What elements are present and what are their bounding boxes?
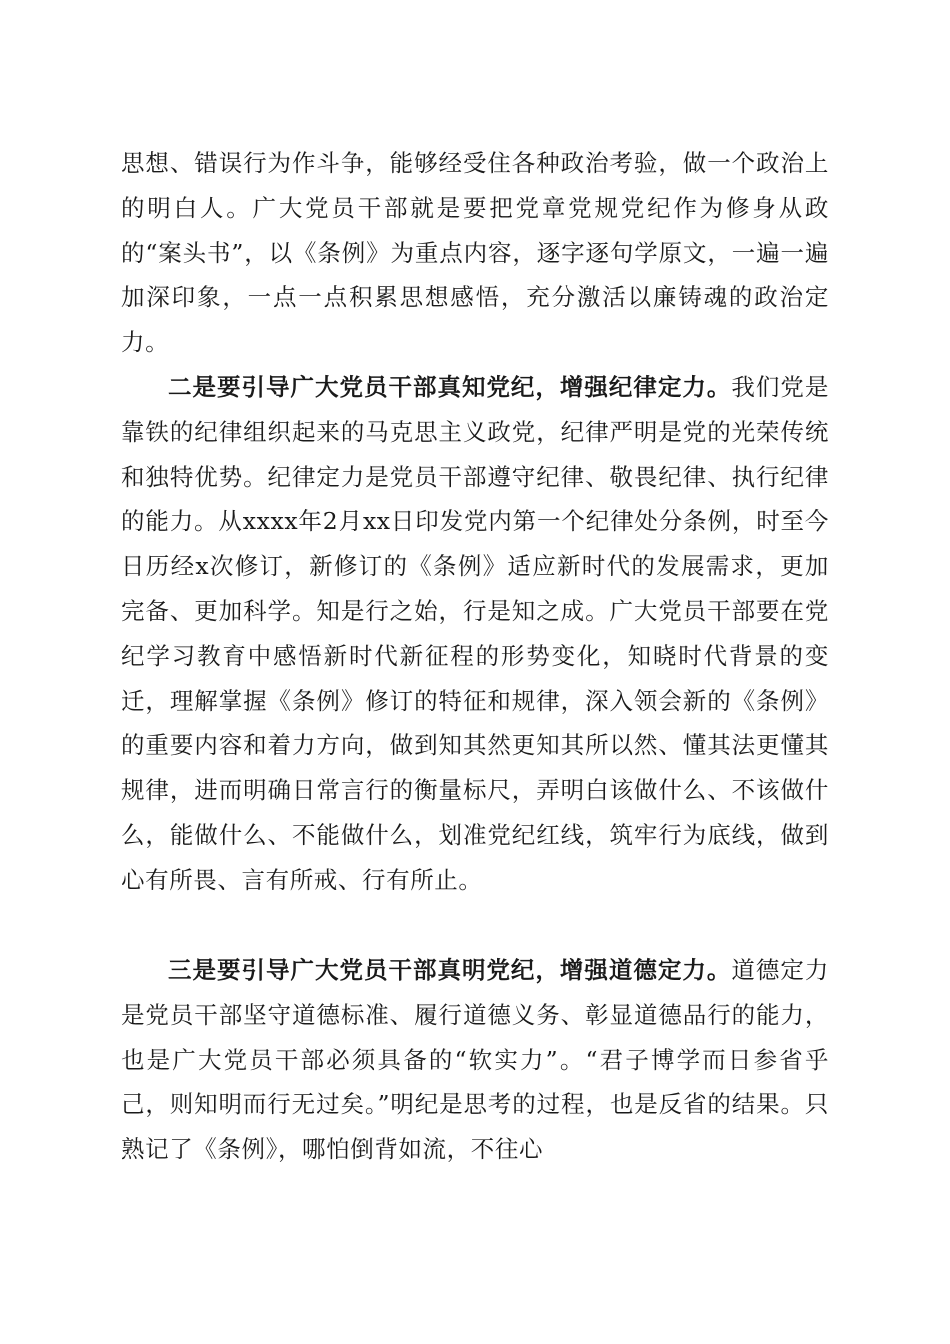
paragraph-3 <box>121 948 829 1172</box>
paragraph-2-body: 我们党是靠铁的纪律组织起来的马克思主义政党，纪律严明是党的光荣传统和独特优势。纪律定力是党员干部遵守纪律、敬畏纪律、执行纪律的能力。从xxxx年2月xx日印发党内第一个纪律处分条例，时至今日历经x次修订，新修订的《条例》适应新时代的发展需求，更加完备、更加科学。知是行之始，行是知之成。广大党员干部要在党纪学习教育中感悟新时代新征程的形势变化，知晓时代背景的变迁，理解掌握《条例》修订的特征和规律，深入领会新的《条例》的重要内容和着力方向，做到知其然更知其所以然、懂其法更懂其规律，进而明确日常言行的衡量标尺，弄明白该做什么、不该做什么，能做什么、不能做什么，划准党纪红线，筑牢行为底线，做到心有所畏、言有所戒、行有所止。 <box>121 373 829 894</box>
paragraph-1-body: 思想、错误行为作斗争，能够经受住各种政治考验，做一个政治上的明白人。广大党员干部就是要把党章党规党纪作为修身从政的“案头书”，以《条例》为重点内容，逐字逐句学原文，一遍一遍加深印象，一点一点积累思想感悟，充分激活以廉铸魂的政治定力。 <box>121 149 829 357</box>
paragraph-morality <box>121 948 829 1172</box>
paragraph-discipline <box>121 365 829 903</box>
paragraph-continuation <box>121 141 829 365</box>
paragraph-3-body: 道德定力是党员干部坚守道德标准、履行道德义务、彰显道德品行的能力，也是广大党员干部必须具备的“软实力”。“君子博学而日参省乎己，则知明而行无过矣。”明纪是思考的过程，也是反省的结果。只熟记了《条例》，哪怕倒背如流，不往心 <box>121 956 829 1164</box>
paragraph-3-heading: 三是要引导广大党员干部真明党纪，增强道德定力。 <box>168 956 732 984</box>
paragraph-2 <box>121 365 829 903</box>
paragraph-1 <box>121 141 829 365</box>
paragraph-2-heading: 二是要引导广大党员干部真知党纪，增强纪律定力。 <box>168 373 732 401</box>
